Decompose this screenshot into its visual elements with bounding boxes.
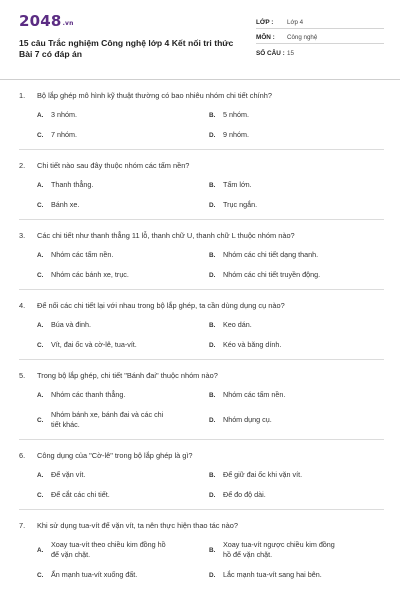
meta-row-count <box>256 44 384 59</box>
answer-option[interactable] <box>209 570 384 580</box>
meta-info <box>256 14 384 79</box>
answer-text: Xoay tua-vít theo chiều kim đồng hồ để vặn chặt. <box>51 540 166 559</box>
site-logo[interactable] <box>19 13 249 32</box>
question-number: 1. <box>19 91 26 100</box>
answer-text: 9 nhóm. <box>223 130 249 139</box>
answer-option[interactable] <box>209 540 384 560</box>
answer-text: Nhóm các bánh xe, trục. <box>51 270 129 279</box>
logo-tld: .vn <box>62 20 74 27</box>
answer-option[interactable] <box>37 390 209 400</box>
answer-text: Nhóm các chi tiết dạng thanh. <box>223 250 319 259</box>
answer-text: 3 nhóm. <box>51 110 77 119</box>
document-title: 15 câu Trắc nghiệm Công nghệ lớp 4 Kết nối tri thức Bài 7 có đáp án <box>19 38 234 59</box>
question-line <box>19 91 384 101</box>
answer-text: Lắc mạnh tua-vít sang hai bên. <box>223 570 322 579</box>
question-list <box>19 80 384 589</box>
answer-option[interactable] <box>209 200 384 210</box>
question-line <box>19 371 384 381</box>
question-text: Các chi tiết như thanh thẳng 11 lỗ, thanh chữ U, thanh chữ L thuộc nhóm nào? <box>37 231 295 240</box>
answer-letter: C. <box>37 341 44 349</box>
answer-letter: A. <box>37 181 44 189</box>
question-text: Bộ lắp ghép mô hình kỹ thuật thường có bao nhiêu nhóm chi tiết chính? <box>37 91 272 100</box>
answer-text: Búa và đinh. <box>51 320 91 329</box>
answer-text: Xoay tua-vít ngược chiều kim đồng hồ để vặn chặt. <box>223 540 335 559</box>
meta-label: MÔN : <box>256 34 275 41</box>
answer-text: Nhóm dụng cụ. <box>223 415 272 424</box>
answer-letter: C. <box>37 491 44 499</box>
answer-text: Thanh thẳng. <box>51 180 94 189</box>
question-text: Để nối các chi tiết lại với nhau trong bộ lắp ghép, ta cần dùng dụng cụ nào? <box>37 301 285 310</box>
answer-letter: D. <box>209 341 216 349</box>
answer-text: 7 nhóm. <box>51 130 77 139</box>
answer-option[interactable] <box>37 470 209 480</box>
answer-option[interactable] <box>37 270 209 280</box>
question-line <box>19 231 384 241</box>
meta-label: SỐ CÂU : <box>256 50 285 57</box>
answer-letter: B. <box>209 181 216 189</box>
question-line <box>19 451 384 461</box>
meta-value: Lớp 4 <box>287 19 304 26</box>
question-number: 5. <box>19 371 26 380</box>
answer-text: Để vặn vít. <box>51 470 86 479</box>
answer-text: Tấm lớn. <box>223 180 252 189</box>
answer-letter: B. <box>209 546 216 554</box>
answer-letter: D. <box>209 571 216 579</box>
question-line <box>19 521 384 531</box>
answer-option[interactable] <box>209 340 384 350</box>
answer-option[interactable] <box>37 110 209 120</box>
meta-row-subject <box>256 29 384 44</box>
meta-row-class <box>256 14 384 29</box>
answer-option[interactable] <box>37 540 209 560</box>
answer-text: Keo dán. <box>223 320 252 329</box>
answer-letter: C. <box>37 416 44 424</box>
question-text: Công dụng của "Cờ-lê" trong bộ lắp ghép là gì? <box>37 451 193 460</box>
answer-letter: C. <box>37 271 44 279</box>
answer-option[interactable] <box>37 570 209 580</box>
question-item <box>19 360 384 440</box>
answer-letter: B. <box>209 471 216 479</box>
answer-text: 5 nhóm. <box>223 110 249 119</box>
answer-option[interactable] <box>209 390 384 400</box>
answer-options <box>37 180 384 210</box>
meta-value: Công nghệ <box>287 34 318 41</box>
question-item <box>19 290 384 360</box>
answer-letter: C. <box>37 201 44 209</box>
answer-option[interactable] <box>209 470 384 480</box>
answer-letter: B. <box>209 111 216 119</box>
question-line <box>19 301 384 311</box>
answer-letter: D. <box>209 201 216 209</box>
answer-text: Bánh xe. <box>51 200 80 209</box>
question-number: 3. <box>19 231 26 240</box>
answer-text: Nhóm các thanh thẳng. <box>51 390 126 399</box>
answer-text: Kéo và băng dính. <box>223 340 282 349</box>
question-number: 6. <box>19 451 26 460</box>
answer-text: Vít, đai ốc và cờ-lê, tua-vít. <box>51 340 137 349</box>
answer-options <box>37 110 384 140</box>
answer-letter: A. <box>37 546 44 554</box>
answer-letter: C. <box>37 131 44 139</box>
question-text: Trong bộ lắp ghép, chi tiết "Bánh đai" thuộc nhóm nào? <box>37 371 218 380</box>
answer-option[interactable] <box>209 270 384 280</box>
answer-option[interactable] <box>209 320 384 330</box>
answer-text: Để đo độ dài. <box>223 490 266 499</box>
question-item <box>19 150 384 220</box>
answer-option[interactable] <box>37 320 209 330</box>
answer-letter: A. <box>37 111 44 119</box>
answer-letter: A. <box>37 391 44 399</box>
answer-letter: B. <box>209 251 216 259</box>
answer-option[interactable] <box>37 200 209 210</box>
question-item <box>19 510 384 589</box>
answer-option[interactable] <box>209 490 384 500</box>
answer-option[interactable] <box>37 180 209 190</box>
question-item <box>19 80 384 150</box>
answer-text: Ấn mạnh tua-vít xuống đất. <box>51 570 138 579</box>
answer-options <box>37 250 384 280</box>
logo-text: 2048 <box>19 12 62 30</box>
answer-options <box>37 470 384 500</box>
answer-text: Nhóm các tấm nền. <box>51 250 114 259</box>
answer-option[interactable] <box>37 410 209 430</box>
answer-option[interactable] <box>37 490 209 500</box>
answer-text: Để giữ đai ốc khi vặn vít. <box>223 470 303 479</box>
header-left <box>19 13 249 79</box>
question-line <box>19 161 384 171</box>
answer-option[interactable] <box>209 110 384 120</box>
question-number: 4. <box>19 301 26 310</box>
answer-option[interactable] <box>37 340 209 350</box>
answer-option[interactable] <box>37 250 209 260</box>
question-text: Chi tiết nào sau đây thuộc nhóm các tấm nền? <box>37 161 190 170</box>
answer-options <box>37 320 384 350</box>
answer-text: Nhóm bánh xe, bánh đai và các chi tiết khác. <box>51 410 164 429</box>
answer-letter: D. <box>209 271 216 279</box>
answer-letter: B. <box>209 321 216 329</box>
answer-options <box>37 540 384 580</box>
answer-letter: D. <box>209 131 216 139</box>
answer-text: Để cắt các chi tiết. <box>51 490 110 499</box>
answer-letter: A. <box>37 321 44 329</box>
answer-option[interactable] <box>209 180 384 190</box>
answer-letter: B. <box>209 391 216 399</box>
answer-option[interactable] <box>209 130 384 140</box>
answer-letter: D. <box>209 416 216 424</box>
question-text: Khi sử dụng tua-vít để vặn vít, ta nên thực hiện thao tác nào? <box>37 521 238 530</box>
answer-letter: A. <box>37 251 44 259</box>
answer-letter: C. <box>37 571 44 579</box>
answer-text: Nhóm các chi tiết truyền động. <box>223 270 321 279</box>
meta-value: 15 <box>287 50 294 57</box>
answer-letter: D. <box>209 491 216 499</box>
answer-text: Nhóm các tấm nền. <box>223 390 286 399</box>
meta-label: LỚP : <box>256 19 274 26</box>
answer-options <box>37 390 384 430</box>
question-number: 7. <box>19 521 26 530</box>
question-number: 2. <box>19 161 26 170</box>
answer-text: Trục ngắn. <box>223 200 258 209</box>
answer-option[interactable] <box>37 130 209 140</box>
question-item <box>19 440 384 510</box>
answer-option[interactable] <box>209 410 384 430</box>
question-item <box>19 220 384 290</box>
answer-option[interactable] <box>209 250 384 260</box>
answer-letter: A. <box>37 471 44 479</box>
worksheet-header <box>19 13 384 79</box>
